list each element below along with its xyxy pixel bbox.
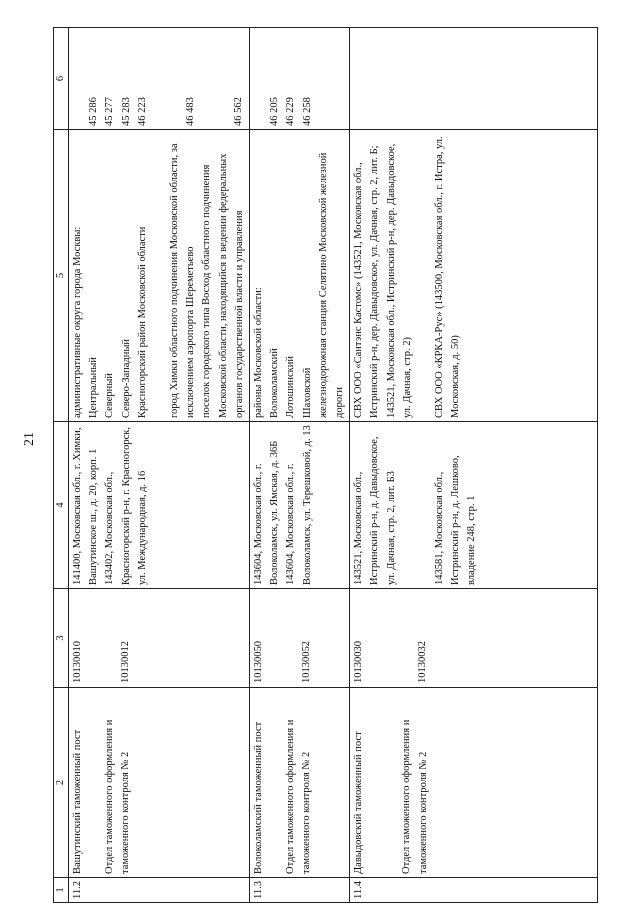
row-number: 11.2 (69, 878, 250, 903)
territory-item: поселок городского типа Восход областного подчинения Московской области, находящийся в ведении федеральных органов государственной власти и управления (201, 153, 245, 418)
territory-item: административные округа города Москвы: (72, 226, 83, 418)
territory-item: СВХ ООО «Сантэнс Кастомс» (143521, Московская обл., Истринский р-н, дер. Давыдовское, ул. Дачная, стр. 2, лит. Б; 143521, Московская обл., Истринский р-н, дер. Давыдовское, ул. Дачная, стр. 2) (353, 143, 413, 418)
page-number: 21 (22, 432, 37, 446)
org-name-secondary: Отдел таможенного оформления и таможенного контроля № 2 (401, 719, 429, 874)
code-secondary: 10130012 (120, 641, 132, 683)
okato-code: 46 562 (233, 97, 245, 126)
territory-item: Северный (104, 373, 116, 418)
org-cell (250, 688, 350, 878)
org-cell (69, 688, 250, 878)
territory-item: Шаховской (301, 367, 313, 418)
address-secondary: 143402, Московская обл., Красногорский р-н, г. Красногорск, ул. Международная, д. 16 (104, 427, 148, 585)
territory-cell (69, 130, 250, 422)
okato-code: 45 277 (104, 97, 116, 126)
okato-cell (69, 28, 250, 130)
code-cell (69, 589, 250, 688)
rotated-table-container (53, 58, 598, 903)
col-header-6: 6 (54, 28, 69, 130)
okato-code: 45 283 (120, 97, 132, 126)
territory-item: железнодорожная станция Селятино Московской железной дороги (317, 152, 346, 418)
territory-cell (250, 130, 350, 422)
code-secondary: 10130032 (417, 641, 429, 683)
customs-table (53, 27, 598, 903)
org-name-secondary: Отдел таможенного оформления и таможенного контроля № 2 (285, 719, 313, 874)
header-row (54, 28, 69, 903)
address-primary: 143521, Московская обл., Истринский р-н, д. Давыдовское, ул. Дачная, стр. 2, лит. Б3 (353, 436, 397, 585)
col-header-4: 4 (54, 422, 69, 589)
okato-code: 46 223 (136, 97, 148, 126)
territory-item: районы Московской области: (253, 287, 265, 418)
table-row (350, 28, 598, 903)
territory-item: Волоколамский (269, 348, 281, 418)
org-name-secondary: Отдел таможенного оформления и таможенного контроля № 2 (104, 719, 132, 874)
org-name-primary: Волоколамский таможенный пост (253, 721, 265, 874)
table-row (250, 28, 350, 903)
address-cell (350, 422, 598, 589)
address-primary: 143604, Московская обл., г. Волоколамск, ул. Ямская, д. 36Б (253, 440, 281, 585)
address-secondary: 143604, Московская обл., г. Волоколамск, ул. Терешковой, д. 13 (285, 425, 313, 585)
okato-code: 45 286 (88, 97, 100, 126)
address-cell (250, 422, 350, 589)
okato-code (251, 31, 267, 126)
col-header-5: 5 (54, 130, 69, 422)
col-header-1: 1 (54, 878, 69, 903)
org-name-primary: Вашутинский таможенный пост (72, 729, 83, 874)
territory-item: СВХ ООО «КРКА-Рус» (143500, Московская обл., г. Истра, ул. Московская, д. 50) (434, 136, 462, 418)
code-secondary: 10130052 (301, 641, 313, 683)
row-number: 11.3 (250, 878, 350, 903)
okato-code: 46 205 (269, 97, 281, 126)
okato-cell (250, 28, 350, 130)
col-header-3: 3 (54, 589, 69, 688)
okato-cell (350, 28, 598, 130)
row-number: 11.4 (350, 878, 598, 903)
okato-code (70, 31, 86, 126)
code-primary: 10130030 (353, 641, 365, 683)
address-cell (69, 422, 250, 589)
code-cell (250, 589, 350, 688)
okato-code: 46 483 (185, 97, 196, 126)
table-row (69, 28, 250, 903)
territory-cell (350, 130, 598, 422)
org-name-primary: Давыдовский таможенный пост (353, 731, 365, 874)
address-primary: 141400, Московская обл., г. Химки, Вашутинское ш., д. 20, корп. 1 (72, 427, 100, 585)
territory-item: Красногорский район Московской области (136, 226, 148, 418)
code-primary: 10130010 (72, 641, 83, 683)
col-header-2: 2 (54, 688, 69, 878)
territory-item: Лотошинский (285, 356, 297, 418)
okato-code: 46 258 (301, 97, 313, 126)
code-cell (350, 589, 598, 688)
territory-item: город Химки областного подчинения Московской области, за исключением аэропорта Шереметьево (169, 143, 197, 418)
code-primary: 10130050 (253, 641, 265, 683)
okato-code: 46 229 (285, 97, 297, 126)
address-secondary: 143581, Московская обл., Истринский р-н, д. Лешково, владение 248, стр. 1 (433, 455, 478, 585)
org-cell (350, 688, 598, 878)
territory-item: Северо-Западный (120, 338, 132, 418)
territory-item: Центральный (88, 357, 100, 418)
